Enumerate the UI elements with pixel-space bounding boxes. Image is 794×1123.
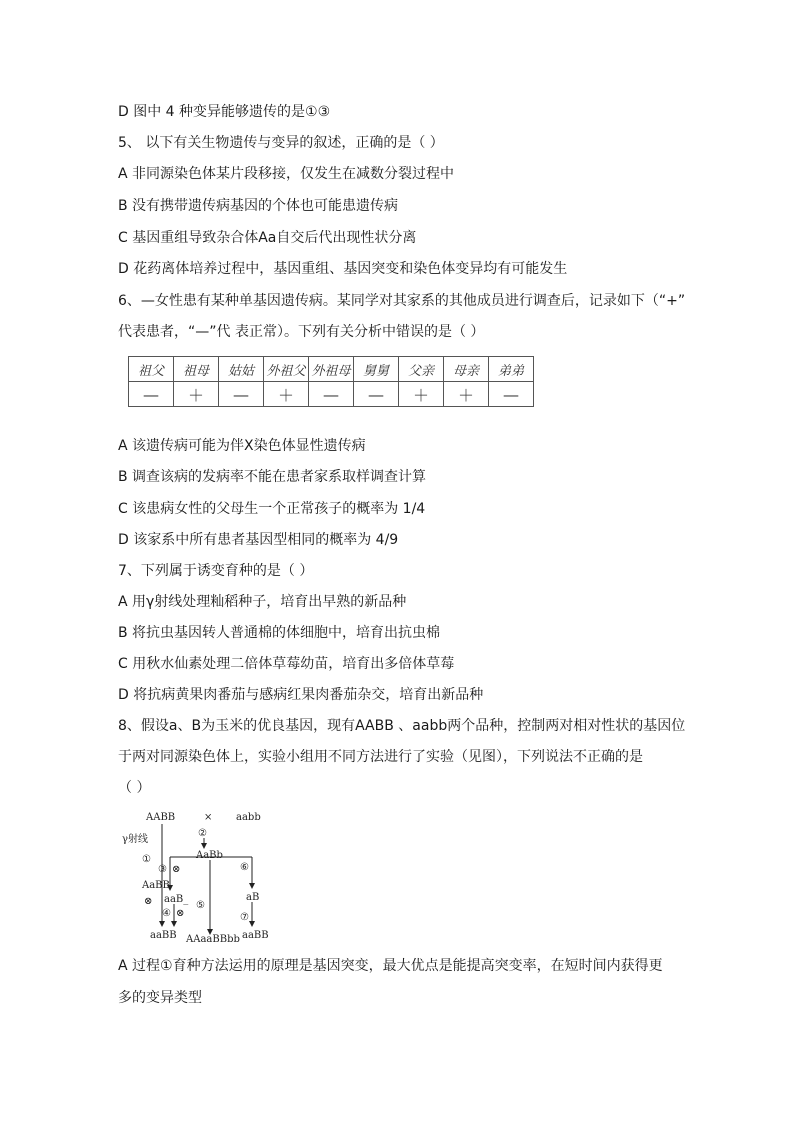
cross-symbol: ×	[204, 812, 213, 823]
question-8-line2: 于两对同源染色体上，实验小组用不同方法进行了实验（见图），下列说法不正确的是	[118, 749, 643, 765]
table-value-cell: ＋	[444, 382, 489, 407]
table-value-cell: —	[219, 382, 264, 407]
option-b-q6: B 调查该病的发病率不能在患者家系取样调查计算	[118, 469, 427, 485]
aab-label: aaB_	[164, 894, 189, 905]
table-header-cell: 姑姑	[219, 357, 264, 382]
step-5-label: ⑤	[196, 900, 205, 911]
option-b-q7: B 将抗虫基因转人普通棉的体细胞中，培育出抗虫棉	[118, 625, 441, 641]
table-value-cell: —	[354, 382, 399, 407]
table-value-cell: ＋	[174, 382, 219, 407]
f1-label: AaBb	[196, 850, 223, 861]
table-value-cell: —	[309, 382, 354, 407]
table-header-cell: 祖母	[174, 357, 219, 382]
option-a-q5: A 非同源染色体某片段移接，仅发生在减数分裂过程中	[118, 166, 455, 182]
table-value-cell: ＋	[264, 382, 309, 407]
result-aabb-1: aaBB	[150, 930, 177, 941]
step-3-label: ③	[158, 864, 167, 875]
option-c-q6: C 该患病女性的父母生一个正常孩子的概率为 1/4	[118, 501, 426, 517]
table-header-cell: 弟弟	[489, 357, 534, 382]
family-survey-table	[128, 356, 534, 407]
option-c-q5: C 基因重组导致杂合体Aa自交后代出现性状分离	[118, 230, 417, 246]
option-d-q6: D 该家系中所有患者基因型相同的概率为 4/9	[118, 532, 399, 548]
option-b-q5: B 没有携带遗传病基因的个体也可能患遗传病	[118, 198, 399, 214]
step-6-label: ⑥	[240, 862, 249, 873]
table-value-cell: —	[489, 382, 534, 407]
option-a-q6: A 该遗传病可能为伴X染色体显性遗传病	[118, 438, 366, 454]
question-8-line1: 8、假设a、B为玉米的优良基因，现有AABB 、aabb两个品种，控制两对相对性状的基因位	[118, 718, 686, 734]
question-6-line2: 代表患者，“—”代 表正常）。下列有关分析中错误的是（ ）	[118, 324, 485, 340]
result-tetraploid: AAaaBBbb	[186, 934, 240, 944]
option-a-q8-line1: A 过程①育种方法运用的原理是基因突变，最大优点是能提高突变率，在短时间内获得更	[118, 958, 663, 974]
table-header-cell: 外祖母	[309, 357, 354, 382]
table-header-cell: 父亲	[399, 357, 444, 382]
parent-aabb-lower: aabb	[236, 812, 261, 823]
step-7-label: ⑦	[240, 912, 249, 923]
option-d-q5: D 花药离体培养过程中，基因重组、基因突变和染色体变异均有可能发生	[118, 261, 568, 277]
table-header-row	[129, 357, 534, 382]
step-1-label: ①	[142, 854, 151, 865]
selfing-symbol: ⊗	[144, 896, 153, 907]
question-6-line1: 6、—女性患有某种单基因遗传病。某同学对其家系的其他成员进行调查后，记录如下（“+”	[118, 293, 686, 309]
option-a-q7: A 用γ射线处理籼稻种子，培育出早熟的新品种	[118, 594, 407, 610]
selfing-symbol: ⊗	[176, 908, 185, 919]
table-header-cell: 母亲	[444, 357, 489, 382]
table-value-row	[129, 382, 534, 407]
table-value-cell: ＋	[399, 382, 444, 407]
table-value-cell: —	[129, 382, 174, 407]
mutant-aabb-label: AaBB	[142, 880, 170, 891]
option-d-q4: D 图中 4 种变异能够遗传的是①③	[118, 104, 331, 120]
question-5: 5、 以下有关生物遗传与变异的叙述，正确的是（ ）	[118, 135, 444, 151]
gamma-ray-label: γ射线	[122, 834, 148, 845]
option-c-q7: C 用秋水仙素处理二倍体草莓幼苗，培育出多倍体草莓	[118, 656, 455, 672]
question-8-line3: （ ）	[118, 780, 151, 796]
option-a-q8-line2: 多的变异类型	[118, 990, 202, 1006]
question-7: 7、下列属于诱变育种的是（ ）	[118, 563, 314, 579]
table-header-cell: 外祖父	[264, 357, 309, 382]
step-4-label: ④	[162, 908, 171, 919]
haploid-ab-label: aB	[246, 892, 260, 903]
table-header-cell: 舅舅	[354, 357, 399, 382]
step-2-label: ②	[198, 828, 207, 839]
breeding-diagram	[112, 808, 282, 944]
result-aabb-2: aaBB	[242, 930, 269, 941]
option-d-q7: D 将抗病黄果肉番茄与感病红果肉番茄杂交，培育出新品种	[118, 687, 484, 703]
parent-aabb-upper: AABB	[146, 812, 176, 823]
selfing-symbol: ⊗	[172, 864, 181, 875]
table-header-cell: 祖父	[129, 357, 174, 382]
